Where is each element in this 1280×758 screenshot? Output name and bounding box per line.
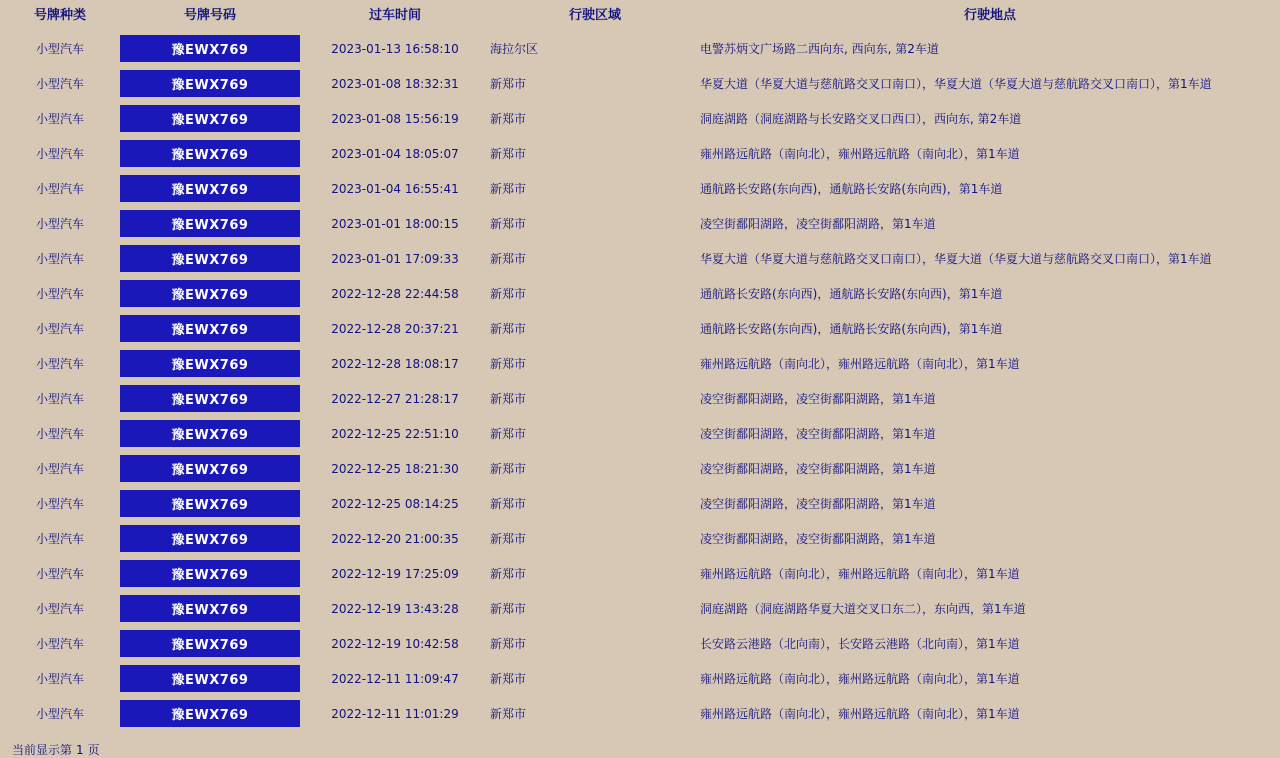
- cell-plate-type: 小型汽车: [35, 252, 84, 266]
- plate-badge[interactable]: 豫EWX769: [120, 105, 300, 132]
- cell-plate-number[interactable]: [120, 696, 300, 731]
- cell-area: 新郑市: [490, 427, 527, 441]
- plate-badge[interactable]: 豫EWX769: [120, 140, 300, 167]
- table-row[interactable]: [0, 206, 1280, 241]
- column-header-plate-type: 号牌种类: [33, 8, 86, 23]
- cell-pass-time: 2023-01-04 18:05:07: [331, 146, 459, 161]
- cell-area: 新郑市: [490, 357, 527, 371]
- cell-place: 凌空街鄱阳湖路，凌空街鄱阳湖路，第1车道: [700, 462, 936, 476]
- cell-plate-type: 小型汽车: [35, 42, 84, 56]
- cell-plate-number[interactable]: [120, 451, 300, 486]
- cell-place: 华夏大道（华夏大道与慈航路交叉口南口），华夏大道（华夏大道与慈航路交叉口南口），第1车道: [700, 77, 1212, 91]
- cell-area: 新郑市: [490, 322, 527, 336]
- table-row[interactable]: [0, 661, 1280, 696]
- plate-badge[interactable]: 豫EWX769: [120, 630, 300, 657]
- cell-place: 凌空街鄱阳湖路，凌空街鄱阳湖路，第1车道: [700, 532, 936, 546]
- column-header-area: 行驶区域: [568, 8, 621, 23]
- pagination-suffix: 页: [87, 743, 100, 757]
- cell-area: 新郑市: [490, 182, 527, 196]
- cell-place: 凌空街鄱阳湖路，凌空街鄱阳湖路，第1车道: [700, 427, 936, 441]
- cell-plate-type: 小型汽车: [35, 672, 84, 686]
- pagination-prefix: 当前显示第: [12, 743, 73, 757]
- cell-plate-number[interactable]: [120, 241, 300, 276]
- cell-plate-number[interactable]: [120, 276, 300, 311]
- cell-plate-type: 小型汽车: [35, 182, 84, 196]
- cell-pass-time: 2022-12-28 22:44:58: [331, 286, 459, 301]
- table-row[interactable]: [0, 66, 1280, 101]
- cell-pass-time: 2023-01-13 16:58:10: [331, 41, 459, 56]
- cell-pass-time: 2023-01-01 17:09:33: [331, 251, 459, 266]
- table-row[interactable]: [0, 101, 1280, 136]
- cell-area: 新郑市: [490, 532, 527, 546]
- plate-badge[interactable]: 豫EWX769: [120, 420, 300, 447]
- cell-pass-time: 2023-01-01 18:00:15: [331, 216, 459, 231]
- cell-plate-type: 小型汽车: [35, 112, 84, 126]
- cell-plate-number[interactable]: [120, 591, 300, 626]
- plate-badge[interactable]: 豫EWX769: [120, 525, 300, 552]
- cell-plate-number[interactable]: [120, 486, 300, 521]
- cell-plate-number[interactable]: [120, 206, 300, 241]
- plate-badge[interactable]: 豫EWX769: [120, 665, 300, 692]
- cell-pass-time: 2022-12-28 18:08:17: [331, 356, 459, 371]
- cell-plate-type: 小型汽车: [35, 462, 84, 476]
- column-header-place: 行驶地点: [963, 8, 1016, 23]
- cell-plate-type: 小型汽车: [35, 427, 84, 441]
- cell-place: 通航路长安路(东向西)，通航路长安路(东向西)，第1车道: [700, 182, 1003, 196]
- cell-area: 新郑市: [490, 497, 527, 511]
- table-row[interactable]: [0, 171, 1280, 206]
- cell-pass-time: 2022-12-19 13:43:28: [331, 601, 459, 616]
- cell-place: 通航路长安路(东向西)，通航路长安路(东向西)，第1车道: [700, 322, 1003, 336]
- pagination-status: [0, 741, 1280, 758]
- cell-plate-type: 小型汽车: [35, 322, 84, 336]
- plate-badge[interactable]: 豫EWX769: [120, 455, 300, 482]
- cell-area: 新郑市: [490, 567, 527, 581]
- cell-place: 凌空街鄱阳湖路，凌空街鄱阳湖路，第1车道: [700, 217, 936, 231]
- cell-plate-type: 小型汽车: [35, 602, 84, 616]
- table-row[interactable]: [0, 521, 1280, 556]
- cell-pass-time: 2022-12-25 08:14:25: [331, 496, 459, 511]
- cell-place: 雍州路远航路（南向北），雍州路远航路（南向北），第1车道: [700, 707, 1020, 721]
- cell-plate-number[interactable]: [120, 31, 300, 66]
- cell-pass-time: 2022-12-11 11:01:29: [331, 706, 459, 721]
- cell-plate-type: 小型汽车: [35, 357, 84, 371]
- cell-pass-time: 2022-12-25 22:51:10: [331, 426, 459, 441]
- table-row[interactable]: [0, 136, 1280, 171]
- cell-pass-time: 2022-12-25 18:21:30: [331, 461, 459, 476]
- cell-plate-type: 小型汽车: [35, 287, 84, 301]
- cell-plate-number[interactable]: [120, 101, 300, 136]
- cell-place: 电警苏炳文广场路二西向东, 西向东, 第2车道: [700, 42, 939, 56]
- cell-plate-type: 小型汽车: [35, 217, 84, 231]
- table-body: [0, 31, 1280, 731]
- table-row[interactable]: [0, 241, 1280, 276]
- plate-badge[interactable]: 豫EWX769: [120, 35, 300, 62]
- cell-area: 新郑市: [490, 672, 527, 686]
- cell-plate-type: 小型汽车: [35, 637, 84, 651]
- plate-badge[interactable]: 豫EWX769: [120, 700, 300, 727]
- cell-plate-type: 小型汽车: [35, 77, 84, 91]
- plate-badge[interactable]: 豫EWX769: [120, 385, 300, 412]
- cell-place: 长安路云港路（北向南），长安路云港路（北向南），第1车道: [700, 637, 1020, 651]
- cell-plate-number[interactable]: [120, 661, 300, 696]
- cell-plate-number[interactable]: [120, 556, 300, 591]
- cell-plate-type: 小型汽车: [35, 567, 84, 581]
- cell-place: 雍州路远航路（南向北），雍州路远航路（南向北），第1车道: [700, 567, 1020, 581]
- cell-plate-number[interactable]: [120, 171, 300, 206]
- cell-plate-number[interactable]: [120, 311, 300, 346]
- cell-plate-number[interactable]: [120, 521, 300, 556]
- plate-badge[interactable]: 豫EWX769: [120, 280, 300, 307]
- table-row[interactable]: [0, 486, 1280, 521]
- cell-area: 新郑市: [490, 112, 527, 126]
- cell-place: 凌空街鄱阳湖路，凌空街鄱阳湖路，第1车道: [700, 392, 936, 406]
- plate-badge[interactable]: 豫EWX769: [120, 350, 300, 377]
- cell-pass-time: 2023-01-08 15:56:19: [331, 111, 459, 126]
- plate-badge[interactable]: 豫EWX769: [120, 560, 300, 587]
- cell-place: 雍州路远航路（南向北），雍州路远航路（南向北），第1车道: [700, 147, 1020, 161]
- cell-area: 新郑市: [490, 252, 527, 266]
- cell-plate-type: 小型汽车: [35, 147, 84, 161]
- cell-area: 新郑市: [490, 147, 527, 161]
- cell-plate-type: 小型汽车: [35, 532, 84, 546]
- table-row[interactable]: [0, 696, 1280, 731]
- cell-plate-number[interactable]: [120, 381, 300, 416]
- cell-area: 新郑市: [490, 287, 527, 301]
- cell-place: 洞庭湖路（洞庭湖路与长安路交叉口西口），西向东, 第2车道: [700, 112, 1022, 126]
- column-header-plate-number: 号牌号码: [183, 8, 236, 23]
- cell-pass-time: 2022-12-19 17:25:09: [331, 566, 459, 581]
- table-row[interactable]: [0, 346, 1280, 381]
- plate-badge[interactable]: 豫EWX769: [120, 175, 300, 202]
- pagination-page-number: 1: [76, 743, 84, 757]
- table-header: [0, 0, 1280, 31]
- cell-area: 新郑市: [490, 77, 527, 91]
- table-row[interactable]: [0, 276, 1280, 311]
- cell-pass-time: 2022-12-11 11:09:47: [331, 671, 459, 686]
- cell-plate-number[interactable]: [120, 66, 300, 101]
- table-row[interactable]: [0, 311, 1280, 346]
- cell-area: 新郑市: [490, 392, 527, 406]
- cell-area: 新郑市: [490, 602, 527, 616]
- table-row[interactable]: [0, 556, 1280, 591]
- table-row[interactable]: [0, 416, 1280, 451]
- plate-badge[interactable]: 豫EWX769: [120, 245, 300, 272]
- cell-pass-time: 2023-01-08 18:32:31: [331, 76, 459, 91]
- plate-badge[interactable]: 豫EWX769: [120, 210, 300, 237]
- cell-plate-number[interactable]: [120, 346, 300, 381]
- cell-pass-time: 2022-12-27 21:28:17: [331, 391, 459, 406]
- cell-area: 新郑市: [490, 217, 527, 231]
- cell-area: 新郑市: [490, 637, 527, 651]
- table-header-row: [0, 0, 1280, 31]
- cell-plate-type: 小型汽车: [35, 392, 84, 406]
- cell-pass-time: 2023-01-04 16:55:41: [331, 181, 459, 196]
- cell-plate-number[interactable]: [120, 416, 300, 451]
- table-row[interactable]: [0, 31, 1280, 66]
- cell-place: 通航路长安路(东向西)，通航路长安路(东向西)，第1车道: [700, 287, 1003, 301]
- plate-badge[interactable]: 豫EWX769: [120, 70, 300, 97]
- cell-area: 海拉尔区: [490, 42, 539, 56]
- table-row[interactable]: [0, 451, 1280, 486]
- cell-area: 新郑市: [490, 707, 527, 721]
- cell-pass-time: 2022-12-19 10:42:58: [331, 636, 459, 651]
- cell-place: 雍州路远航路（南向北），雍州路远航路（南向北），第1车道: [700, 357, 1020, 371]
- cell-pass-time: 2022-12-20 21:00:35: [331, 531, 459, 546]
- cell-place: 洞庭湖路（洞庭湖路华夏大道交叉口东二），东向西，第1车道: [700, 602, 1026, 616]
- plate-badge[interactable]: 豫EWX769: [120, 595, 300, 622]
- cell-plate-type: 小型汽车: [35, 707, 84, 721]
- table-row[interactable]: [0, 381, 1280, 416]
- column-header-pass-time: 过车时间: [368, 8, 421, 23]
- plate-badge[interactable]: 豫EWX769: [120, 490, 300, 517]
- cell-plate-type: 小型汽车: [35, 497, 84, 511]
- cell-plate-number[interactable]: [120, 136, 300, 171]
- cell-place: 雍州路远航路（南向北），雍州路远航路（南向北），第1车道: [700, 672, 1020, 686]
- plate-badge[interactable]: 豫EWX769: [120, 315, 300, 342]
- cell-pass-time: 2022-12-28 20:37:21: [331, 321, 459, 336]
- table-row[interactable]: [0, 591, 1280, 626]
- cell-plate-number[interactable]: [120, 626, 300, 661]
- cell-place: 华夏大道（华夏大道与慈航路交叉口南口），华夏大道（华夏大道与慈航路交叉口南口），第1车道: [700, 252, 1212, 266]
- cell-place: 凌空街鄱阳湖路，凌空街鄱阳湖路，第1车道: [700, 497, 936, 511]
- table-row[interactable]: [0, 626, 1280, 661]
- cell-area: 新郑市: [490, 462, 527, 476]
